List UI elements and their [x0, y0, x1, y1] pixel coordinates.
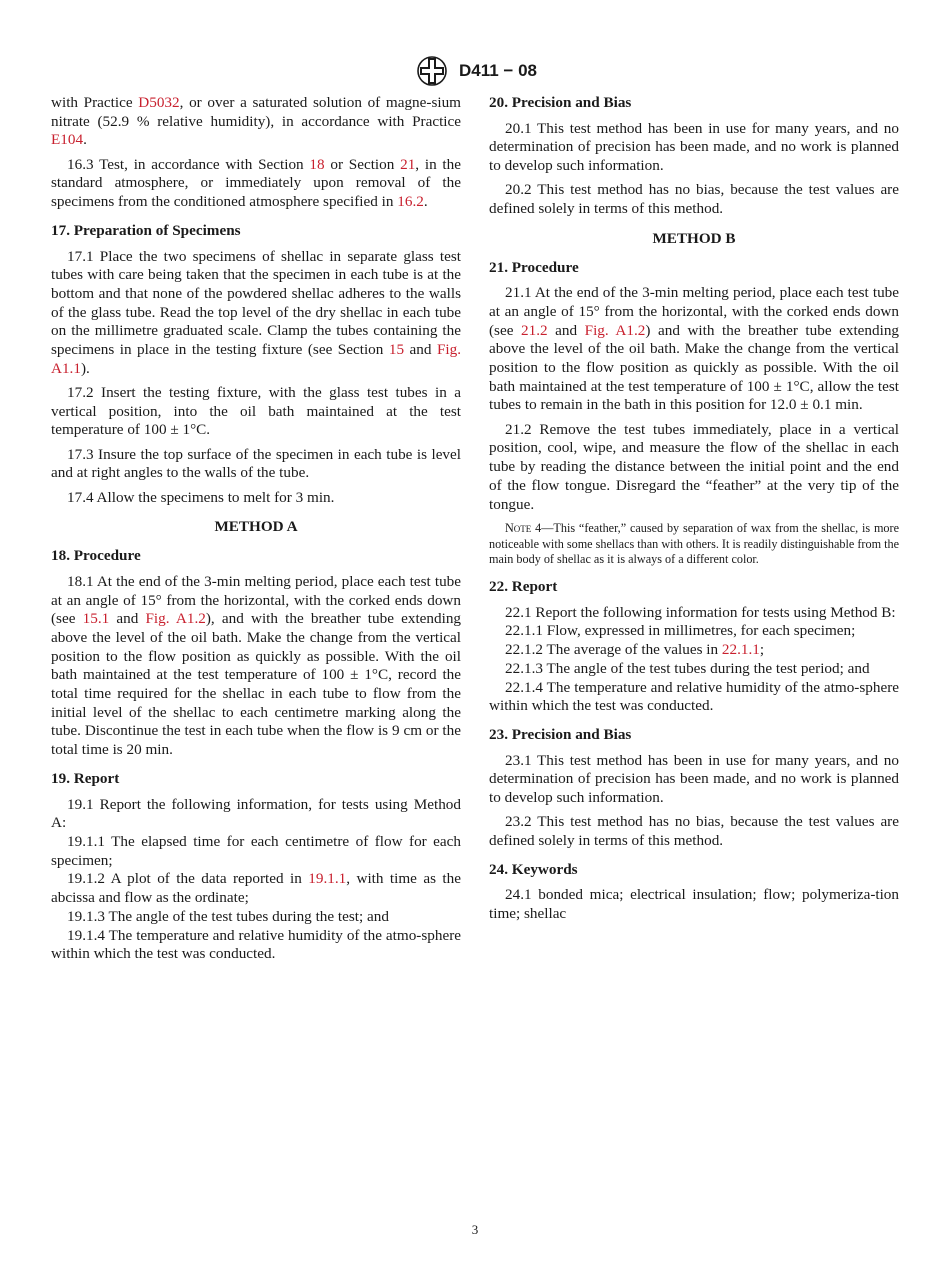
heading-19: 19. Report: [51, 769, 120, 787]
paragraph-22-1-4: 22.1.4 The temperature and relative humidity of the atmo-sphere within which the test was conducted.: [489, 678, 899, 715]
paragraph-22-1-1: 22.1.1 Flow, expressed in millimetres, for each specimen;: [505, 622, 856, 640]
designation: D411 − 08: [459, 61, 537, 80]
link-fig-a1-2[interactable]: Fig. A1.2: [145, 610, 206, 628]
astm-logo-icon: [413, 55, 451, 87]
paragraph-22-1-3: 22.1.3 The angle of the test tubes during the test period; and: [505, 659, 870, 677]
note-label: Note: [505, 521, 532, 536]
link-section-21[interactable]: 21: [400, 155, 416, 173]
link-section-18[interactable]: 18: [309, 155, 325, 173]
heading-20: 20. Precision and Bias: [489, 94, 632, 111]
link-16-2[interactable]: 16.2: [397, 193, 424, 211]
paragraph-17-3: 17.3 Insure the top surface of the specimen in each tube is level and at right angles to the walls of the tube.: [51, 445, 461, 482]
page-number: 3: [471, 1222, 479, 1237]
paragraph-19-1-3: 19.1.3 The angle of the test tubes during the test; and: [67, 907, 389, 925]
note-4: Note 4—This “feather,” caused by separation of wax from the shellac, is more noticeable with some shellacs than with others. It is readily distinguishable from the main body of shellac as it is always of a different color.: [489, 521, 899, 567]
paragraph-22-1-2: 22.1.2 The average of the values in 22.1.1;: [505, 641, 765, 659]
heading-21: 21. Procedure: [489, 258, 579, 276]
paragraph-18-1: 18.1 At the end of the 3-min melting period, place each test tube at an angle of 15° from the horizontal, with the corked ends down (see 15.1 and Fig. A1.2), and with the breather tube extending above the level of the oil bath. Make the change from the vertical position to the flow position as quickly as possible. With the oil bath maintained at the test temperature of 100 ± 1°C, record the total time required for the shellac in each tube to flow from the initial level of the shellac to each centimetre marking along the tube. Discontinue the test in each tube when the flow is 9 cm or the total time is 20 min.: [51, 572, 462, 759]
link-15-1[interactable]: 15.1: [82, 610, 110, 628]
paragraph-17-1: 17.1 Place the two specimens of shellac in separate glass test tubes with care being taken that the specimen in each tube is at the bottom and that none of the powdered shellac adheres to the walls of the glass tube. Read the top level of the dry shellac in each tube on the millimetre graduated scale. Clamp the tubes containing the specimens in place in the testing fixture (see Section 15 and Fig. A1.1).: [51, 247, 461, 377]
paragraph-16-2-continued: with Practice D5032, or over a saturated solution of magne-sium nitrate (52.9 % relative humidity), in accordance with Practice E104.: [51, 94, 461, 149]
paragraph-21-2: 21.2 Remove the test tubes immediately, place in a vertical position, cool, wipe, and measure the flow of the shellac in each tube by reading the distance between the initial point and the end of the flow tongue. Disregard the “feather” at the very tip of the tongue.: [489, 420, 899, 513]
paragraph-17-2: 17.2 Insert the testing fixture, with the glass test tubes in a vertical position, into the oil bath maintained at the test temperature of 100 ± 1°C.: [51, 384, 461, 439]
paragraph-23-2: 23.2 This test method has no bias, because the test values are defined solely in terms of this method.: [489, 813, 899, 850]
paragraph-20-1: 20.1 This test method has been in use for many years, and no determination of precision has been made, and no work is planned to develop such information.: [489, 119, 899, 175]
link-22-1-1[interactable]: 22.1.1: [721, 641, 760, 659]
link-e104[interactable]: E104: [51, 131, 84, 149]
paragraph-19-1: 19.1 Report the following information, for tests using Method A:: [51, 795, 461, 832]
paragraph-19-1-4: 19.1.4 The temperature and relative humidity of the atmo-sphere within which the test was conducted.: [51, 926, 461, 963]
paragraph-17-4: 17.4 Allow the specimens to melt for 3 min.: [67, 488, 335, 506]
method-a-heading: METHOD A: [214, 518, 298, 536]
heading-22: 22. Report: [489, 578, 558, 596]
heading-24: 24. Keywords: [489, 860, 578, 878]
paragraph-22-1: 22.1 Report the following information for tests using Method B:: [505, 603, 896, 621]
link-21-2[interactable]: 21.2: [521, 321, 548, 339]
link-19-1-1[interactable]: 19.1.1: [308, 870, 347, 888]
paragraph-20-2: 20.2 This test method has no bias, because the test values are defined solely in terms of this method.: [489, 181, 899, 218]
paragraph-23-1: 23.1 This test method has been in use for many years, and no determination of precision has been made, and no work is planned to develop such information.: [489, 751, 899, 807]
link-d5032[interactable]: D5032: [138, 94, 180, 111]
method-b-heading: METHOD B: [652, 229, 736, 247]
paragraph-19-1-1: 19.1.1 The elapsed time for each centimetre of flow for each specimen;: [51, 832, 461, 869]
paragraph-19-1-2: 19.1.2 A plot of the data reported in 19.1.1, with time as the abcissa and flow as the ordinate;: [51, 870, 461, 907]
paragraph-21-1: 21.1 At the end of the 3-min melting period, place each test tube at an angle of 15° from the horizontal, with the corked ends down (see 21.2 and Fig. A1.2) and with the breather tube extending above the level of the oil bath. Make the change from the vertical position to the flow position as quickly as possible. With the oil bath maintained at the test temperature of 100 ± 1°C, allow the test tubes to remain in the bath in this position for 12.0 ± 0.1 min.: [489, 284, 900, 414]
heading-17: 17. Preparation of Specimens: [51, 221, 241, 239]
paragraph-24-1: 24.1 bonded mica; electrical insulation; flow; polymeriza-tion time; shellac: [489, 886, 899, 923]
heading-23: 23. Precision and Bias: [489, 725, 632, 743]
link-fig-a1-2-b[interactable]: Fig. A1.2: [584, 321, 646, 339]
link-fig-a1-1[interactable]: Fig. A1.1: [51, 341, 461, 377]
page-header: [0, 55, 950, 87]
link-section-15[interactable]: 15: [388, 341, 405, 359]
left-column: [51, 94, 461, 964]
right-column: [489, 94, 899, 929]
paragraph-16-3: 16.3 Test, in accordance with Section 18 or Section 21, in the standard atmosphere, or immediately upon removal of the specimens from the conditioned atmosphere specified in 16.2.: [51, 155, 461, 211]
heading-18: 18. Procedure: [51, 547, 141, 565]
